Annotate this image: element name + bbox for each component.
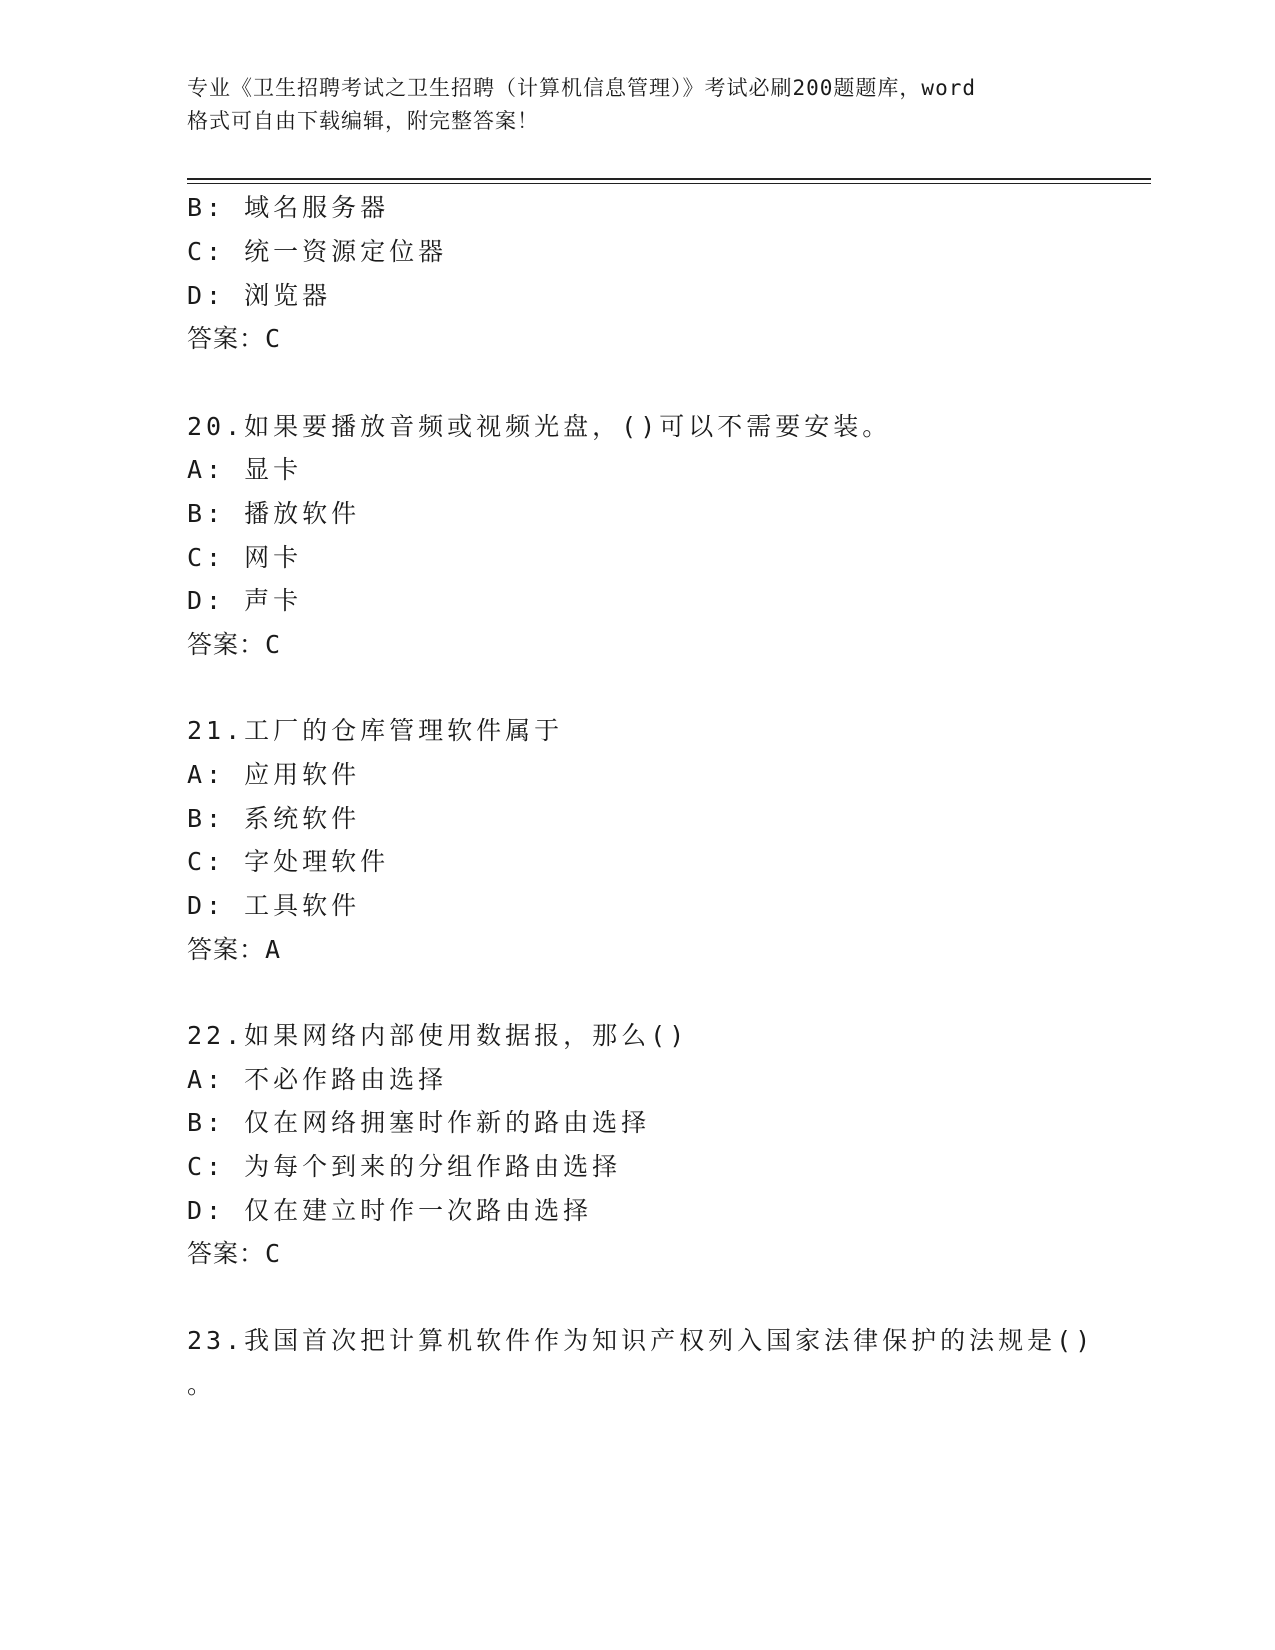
question-22-option-d: D: 仅在建立时作一次路由选择 [187,1196,593,1225]
question-20-stem: 20.如果要播放音频或视频光盘，()可以不需要安装。 [187,412,892,441]
question-22-option-c: C: 为每个到来的分组作路由选择 [187,1152,622,1181]
question-20-answer: 答案：C [187,630,282,659]
prev-option-c: C: 统一资源定位器 [187,237,448,266]
question-23-stem-continued: 。 [187,1370,217,1399]
question-22-stem: 22.如果网络内部使用数据报，那么() [187,1021,689,1050]
question-20-option-c: C: 网卡 [187,543,303,572]
question-21-option-a: A: 应用软件 [187,760,361,789]
question-20-option-b: B: 播放软件 [187,499,361,528]
prev-option-b: B: 域名服务器 [187,193,390,222]
question-20-option-a: A: 显卡 [187,455,303,484]
question-21-option-d: D: 工具软件 [187,891,361,920]
question-21-option-c: C: 字处理软件 [187,847,390,876]
header-line-1: 专业《卫生招聘考试之卫生招聘（计算机信息管理）》考试必刷200题题库，word [187,76,976,100]
question-22-option-a: A: 不必作路由选择 [187,1065,448,1094]
prev-answer: 答案：C [187,324,282,353]
question-21-stem: 21.工厂的仓库管理软件属于 [187,716,564,745]
header-divider-thin [187,183,1151,184]
question-23-stem: 23.我国首次把计算机软件作为知识产权列入国家法律保护的法规是() [187,1326,1095,1355]
question-20-option-d: D: 声卡 [187,586,303,615]
header-divider-thick [187,178,1151,180]
question-22-option-b: B: 仅在网络拥塞时作新的路由选择 [187,1108,651,1137]
document-header [187,72,1087,138]
question-22-answer: 答案：C [187,1239,282,1268]
question-21-option-b: B: 系统软件 [187,804,361,833]
header-line-2: 格式可自由下载编辑，附完整答案！ [187,109,539,133]
question-21-answer: 答案：A [187,935,282,964]
prev-option-d: D: 浏览器 [187,281,332,310]
